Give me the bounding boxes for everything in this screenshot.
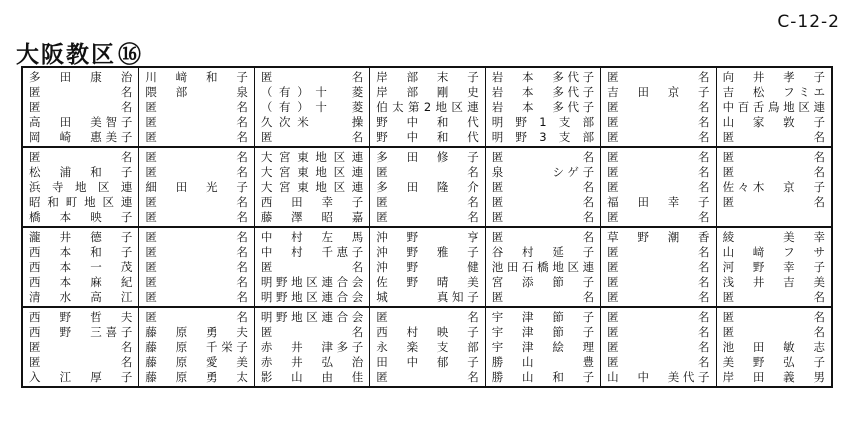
donor-name: 永 楽 支 部 bbox=[376, 340, 479, 354]
donor-name: 匿 名 bbox=[607, 210, 710, 224]
donor-name: 匿 名 bbox=[607, 100, 710, 114]
table-column bbox=[23, 68, 138, 386]
page-code: C-12-2 bbox=[777, 12, 840, 32]
donor-name: （有）十 菱 bbox=[260, 100, 364, 114]
donor-name: 匿 名 bbox=[145, 195, 248, 209]
donor-name: 佐々木 京 子 bbox=[722, 180, 825, 194]
donor-name: 匿 名 bbox=[491, 230, 595, 244]
donor-name: 中百舌鳥地区連 bbox=[722, 100, 825, 114]
donor-name: 西 本 一 茂 bbox=[29, 260, 133, 274]
donor-name: 匿 名 bbox=[145, 150, 248, 164]
donor-name: 大宮東地区連 bbox=[260, 165, 364, 179]
donor-name: 匿 名 bbox=[491, 150, 595, 164]
name-group bbox=[601, 68, 715, 146]
donor-name: 藤 原 千栄子 bbox=[145, 340, 248, 354]
donor-name: 匿 名 bbox=[29, 85, 133, 99]
name-group bbox=[23, 226, 138, 306]
donor-name: 赤 井 津多子 bbox=[260, 340, 364, 354]
donor-name: 多 田 修 子 bbox=[376, 150, 479, 164]
donor-name: 藤 原 愛 美 bbox=[145, 355, 248, 369]
name-group bbox=[717, 146, 831, 226]
name-group bbox=[255, 226, 369, 306]
name-group bbox=[370, 226, 484, 306]
donor-name: 匿 名 bbox=[145, 115, 248, 129]
donor-name: 橋 本 映 子 bbox=[29, 210, 133, 224]
donor-name: 中 村 千恵子 bbox=[260, 245, 364, 259]
donor-name: 匿 名 bbox=[607, 115, 710, 129]
donor-name: 匿 名 bbox=[607, 165, 710, 179]
donor-name: 岩 本 多代子 bbox=[491, 85, 595, 99]
donor-name: 細 田 光 子 bbox=[145, 180, 248, 194]
donor-name: 浜寺地区連 bbox=[29, 180, 133, 194]
donor-name: 匿 名 bbox=[260, 130, 364, 144]
donor-name: 匿 名 bbox=[260, 260, 364, 274]
name-group bbox=[370, 306, 484, 386]
donor-name: 匿 名 bbox=[29, 355, 133, 369]
donor-name: 岸 田 義 男 bbox=[722, 370, 825, 384]
donor-name: 匿 名 bbox=[29, 340, 133, 354]
donor-name: 匿 名 bbox=[607, 325, 710, 339]
donor-name: 山 中 美代子 bbox=[607, 370, 710, 384]
donor-name: 匿 名 bbox=[722, 290, 825, 304]
donor-name: 影 山 由 佳 bbox=[260, 370, 364, 384]
donor-name: 匿 名 bbox=[376, 165, 479, 179]
donor-name: 匿 名 bbox=[607, 290, 710, 304]
table-column bbox=[138, 68, 253, 386]
donor-name: 田 中 郁 子 bbox=[376, 355, 479, 369]
donor-name: 谷 村 延 子 bbox=[491, 245, 595, 259]
donor-name: 匿 名 bbox=[722, 195, 825, 209]
donor-name: 西 本 和 子 bbox=[29, 245, 133, 259]
name-group bbox=[486, 68, 600, 146]
donor-name: 明 野 3 支 部 bbox=[491, 130, 595, 144]
donor-name: 勝 山 和 子 bbox=[491, 370, 595, 384]
donor-name: 匿 名 bbox=[376, 370, 479, 384]
name-group bbox=[23, 68, 138, 146]
donor-name: 匿 名 bbox=[607, 340, 710, 354]
donor-name: 入 江 厚 子 bbox=[29, 370, 133, 384]
title-text: 大阪教区 bbox=[16, 42, 116, 68]
donor-name: 宇 津 絵 理 bbox=[491, 340, 595, 354]
donor-name: 草 野 潮 香 bbox=[607, 230, 710, 244]
donor-name: 匿 名 bbox=[722, 165, 825, 179]
donor-name: 宇 津 節 子 bbox=[491, 310, 595, 324]
donor-name: （有）十 菱 bbox=[260, 85, 364, 99]
donor-name: 藤 澤 昭 嘉 bbox=[260, 210, 364, 224]
donor-name: 隈 部 泉 bbox=[145, 85, 248, 99]
donor-name: 大宮東地区連 bbox=[260, 150, 364, 164]
donor-name: 匿 名 bbox=[607, 130, 710, 144]
donor-name: 匿 名 bbox=[722, 325, 825, 339]
page-title bbox=[16, 36, 143, 69]
donor-name: 岩 本 多代子 bbox=[491, 70, 595, 84]
donor-name: 匿 名 bbox=[607, 275, 710, 289]
donor-name: 藤 原 勇 太 bbox=[145, 370, 248, 384]
table-column bbox=[716, 68, 831, 386]
name-group bbox=[139, 146, 253, 226]
donor-name: 匿 名 bbox=[722, 130, 825, 144]
donor-name: 匿 名 bbox=[722, 310, 825, 324]
donor-name: 匿 名 bbox=[145, 100, 248, 114]
donor-name: 明 野 1 支 部 bbox=[491, 115, 595, 129]
name-group bbox=[255, 146, 369, 226]
donor-name: 佐 野 晴 美 bbox=[376, 275, 479, 289]
name-group bbox=[717, 68, 831, 146]
name-group bbox=[601, 146, 715, 226]
donor-name: 匿 名 bbox=[607, 245, 710, 259]
donor-name: 西 村 映 子 bbox=[376, 325, 479, 339]
donor-name: 綾 美 幸 bbox=[722, 230, 825, 244]
donor-name: 匿 名 bbox=[607, 150, 710, 164]
donor-name: 匿 名 bbox=[722, 150, 825, 164]
donor-name: 美 野 弘 子 bbox=[722, 355, 825, 369]
donor-name: 匿 名 bbox=[29, 100, 133, 114]
donor-name: 匿 名 bbox=[491, 195, 595, 209]
donor-name: 向 井 孝 子 bbox=[722, 70, 825, 84]
donor-name: 中 村 左 馬 bbox=[260, 230, 364, 244]
donor-name: 山 家 敦 子 bbox=[722, 115, 825, 129]
donor-name: 高 田 美智子 bbox=[29, 115, 133, 129]
donor-name: 山 﨑 フ サ bbox=[722, 245, 825, 259]
donor-name: 泉 シゲ子 bbox=[491, 165, 595, 179]
name-group bbox=[486, 226, 600, 306]
name-group bbox=[601, 226, 715, 306]
donor-name: 岩 本 多代子 bbox=[491, 100, 595, 114]
donor-name: 匿 名 bbox=[376, 195, 479, 209]
donor-name: 昭和町地区連 bbox=[29, 195, 133, 209]
donor-name: 匿 名 bbox=[607, 260, 710, 274]
donor-name: 勝 山 豊 bbox=[491, 355, 595, 369]
name-group bbox=[139, 226, 253, 306]
donor-name: 吉 松 フミエ bbox=[722, 85, 825, 99]
name-group bbox=[601, 306, 715, 386]
donor-name: 川 﨑 和 子 bbox=[145, 70, 248, 84]
donor-name: 池田石橋地区連 bbox=[491, 260, 595, 274]
donor-name: 西 田 幸 子 bbox=[260, 195, 364, 209]
donor-name: 宮 添 節 子 bbox=[491, 275, 595, 289]
name-group bbox=[717, 226, 831, 306]
donor-name: 匿 名 bbox=[607, 70, 710, 84]
name-group bbox=[486, 146, 600, 226]
district-number: ⑯ bbox=[118, 42, 143, 68]
table-column bbox=[485, 68, 600, 386]
name-group bbox=[255, 68, 369, 146]
donor-name: 岸 部 末 子 bbox=[376, 70, 479, 84]
donor-name: 匿 名 bbox=[607, 310, 710, 324]
donor-name: 福 田 幸 子 bbox=[607, 195, 710, 209]
donor-table bbox=[21, 66, 833, 388]
donor-name: 匿 名 bbox=[491, 210, 595, 224]
donor-name: 吉 田 京 子 bbox=[607, 85, 710, 99]
donor-name: 多 田 康 治 bbox=[29, 70, 133, 84]
donor-name: 清 水 高 江 bbox=[29, 290, 133, 304]
donor-name: 匿 名 bbox=[260, 70, 364, 84]
donor-name: 明野地区連合会 bbox=[260, 290, 364, 304]
name-group bbox=[23, 146, 138, 226]
donor-name: 大宮東地区連 bbox=[260, 180, 364, 194]
donor-name: 瀧 井 德 子 bbox=[29, 230, 133, 244]
donor-name: 池 田 敏 志 bbox=[722, 340, 825, 354]
donor-name: 匿 名 bbox=[145, 275, 248, 289]
name-group bbox=[23, 306, 138, 386]
donor-name: 沖 野 雅 子 bbox=[376, 245, 479, 259]
donor-name: 久次米 操 bbox=[260, 115, 364, 129]
donor-name: 明野地区連合会 bbox=[260, 275, 364, 289]
donor-name: 岸 部 剛 史 bbox=[376, 85, 479, 99]
donor-name: 赤 井 弘 治 bbox=[260, 355, 364, 369]
donor-name: 匿 名 bbox=[376, 310, 479, 324]
donor-name: 宇 津 節 子 bbox=[491, 325, 595, 339]
donor-name: 匿 名 bbox=[145, 260, 248, 274]
donor-name: 藤 原 勇 夫 bbox=[145, 325, 248, 339]
name-group bbox=[255, 306, 369, 386]
donor-name: 河 野 幸 子 bbox=[722, 260, 825, 274]
donor-name: 匿 名 bbox=[145, 230, 248, 244]
donor-name: 多 田 隆 介 bbox=[376, 180, 479, 194]
donor-name: 城 真知子 bbox=[376, 290, 479, 304]
name-group bbox=[139, 306, 253, 386]
table-column bbox=[600, 68, 715, 386]
name-group bbox=[370, 68, 484, 146]
name-group bbox=[139, 68, 253, 146]
donor-name: 匿 名 bbox=[145, 310, 248, 324]
donor-name: 野 中 和 代 bbox=[376, 115, 479, 129]
donor-name: 西 野 哲 夫 bbox=[29, 310, 133, 324]
donor-name: 匿 名 bbox=[607, 180, 710, 194]
donor-name: 匿 名 bbox=[607, 355, 710, 369]
donor-name: 松 浦 和 子 bbox=[29, 165, 133, 179]
donor-name: 匿 名 bbox=[145, 245, 248, 259]
donor-name: 沖 野 健 bbox=[376, 260, 479, 274]
donor-name: 伯太第2地区連 bbox=[376, 100, 479, 114]
donor-name: 浅 井 吉 美 bbox=[722, 275, 825, 289]
donor-name: 匿 名 bbox=[145, 210, 248, 224]
table-column bbox=[254, 68, 369, 386]
donor-name: 西 野 三喜子 bbox=[29, 325, 133, 339]
donor-name: 匿 名 bbox=[260, 325, 364, 339]
donor-name: 野 中 和 代 bbox=[376, 130, 479, 144]
donor-name: 匿 名 bbox=[491, 290, 595, 304]
name-group bbox=[370, 146, 484, 226]
donor-name: 明野地区連合会 bbox=[260, 310, 364, 324]
donor-name: 匿 名 bbox=[491, 180, 595, 194]
donor-name: 西 本 麻 紀 bbox=[29, 275, 133, 289]
donor-name: 匿 名 bbox=[145, 165, 248, 179]
name-group bbox=[717, 306, 831, 386]
donor-name: 岡 崎 惠美子 bbox=[29, 130, 133, 144]
name-group bbox=[486, 306, 600, 386]
donor-name bbox=[717, 210, 831, 225]
donor-name: 匿 名 bbox=[29, 150, 133, 164]
donor-name: 匿 名 bbox=[145, 290, 248, 304]
table-column bbox=[369, 68, 484, 386]
donor-name: 沖 野 亨 bbox=[376, 230, 479, 244]
donor-name: 匿 名 bbox=[145, 130, 248, 144]
donor-name: 匿 名 bbox=[376, 210, 479, 224]
